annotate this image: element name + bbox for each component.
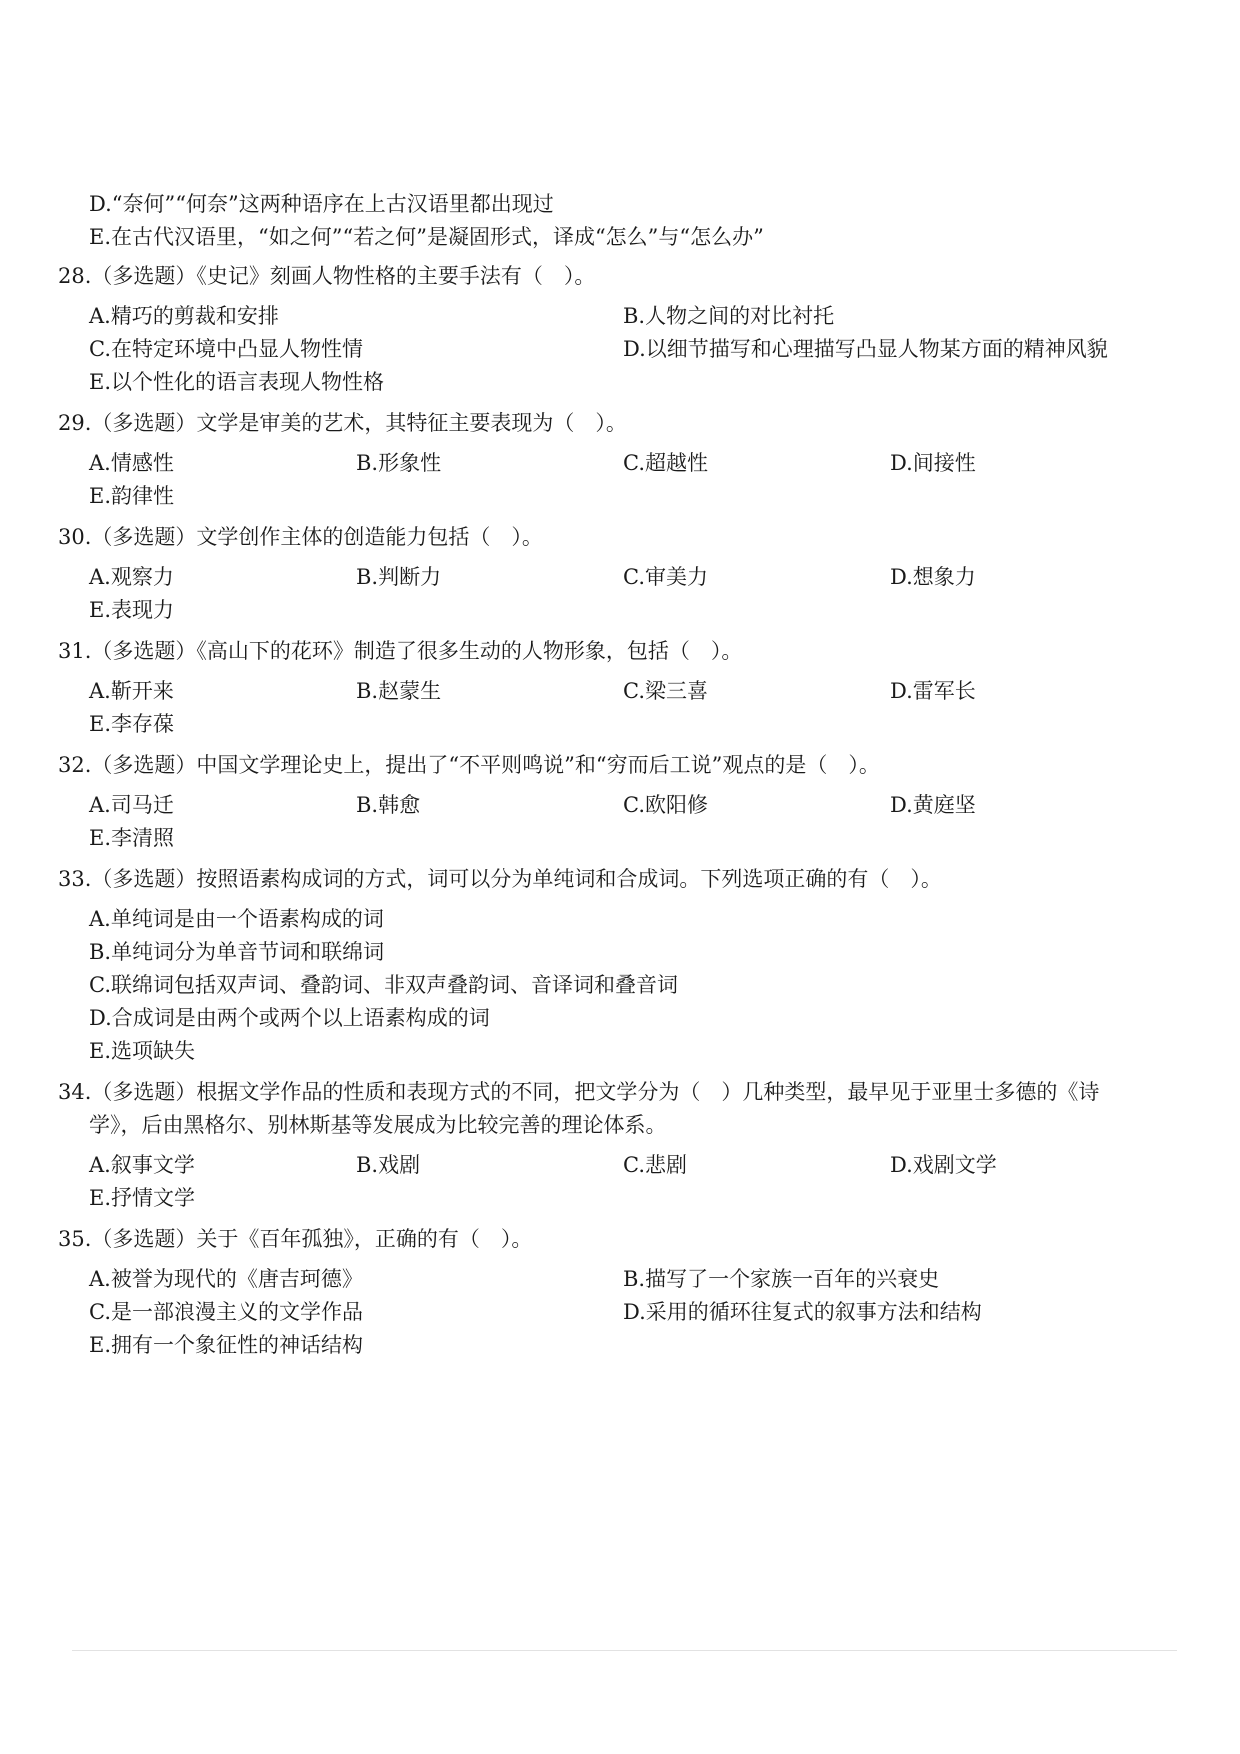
- option-e: E.表现力: [89, 598, 175, 622]
- option-d: D.雷军长: [890, 679, 976, 703]
- question-stem: 31.（多选题）《高山下的花环》制造了很多生动的人物形象，包括（ ）。: [58, 639, 743, 663]
- option-c: C.梁三喜: [623, 679, 708, 703]
- option-b: B.韩愈: [356, 793, 421, 817]
- question-stem: 29.（多选题）文学是审美的艺术，其特征主要表现为（ ）。: [58, 411, 627, 435]
- option-a: A.单纯词是由一个语素构成的词: [89, 907, 384, 931]
- option-c: C.在特定环境中凸显人物性情: [89, 337, 363, 361]
- option-a: A.叙事文学: [89, 1153, 195, 1177]
- option-b: B.形象性: [356, 451, 442, 475]
- option-c: C.欧阳修: [623, 793, 708, 817]
- option-e: E.选项缺失: [89, 1039, 196, 1063]
- question-stem: 30.（多选题）文学创作主体的创造能力包括（ ）。: [58, 525, 543, 549]
- option-e: E.李存葆: [89, 712, 175, 736]
- option-d: D.黄庭坚: [890, 793, 976, 817]
- option-a: A.情感性: [89, 451, 174, 475]
- option-c: C.联绵词包括双声词、叠韵词、非双声叠韵词、音译词和叠音词: [89, 973, 678, 997]
- question-stem: 34.（多选题）根据文学作品的性质和表现方式的不同，把文学分为（ ）几种类型，最早见于亚里士多德的《诗: [58, 1080, 1100, 1104]
- option-e: E.抒情文学: [89, 1186, 196, 1210]
- option-b: B.赵蒙生: [356, 679, 442, 703]
- question-stem: 28.（多选题）《史记》刻画人物性格的主要手法有（ ）。: [58, 264, 596, 288]
- option-b: B.单纯词分为单音节词和联绵词: [89, 940, 385, 964]
- option-d: D.以细节描写和心理描写凸显人物某方面的精神风貌: [623, 337, 1108, 361]
- footer-divider: [72, 1650, 1177, 1651]
- option-line: D.“奈何”“何奈”这两种语序在上古汉语里都出现过: [89, 192, 554, 216]
- question-stem: 33.（多选题）按照语素构成词的方式，词可以分为单纯词和合成词。下列选项正确的有（ ）。: [58, 867, 942, 891]
- option-c: C.超越性: [623, 451, 708, 475]
- option-c: C.悲剧: [623, 1153, 687, 1177]
- option-e: E.韵律性: [89, 484, 175, 508]
- option-d: D.采用的循环往复式的叙事方法和结构: [623, 1300, 982, 1324]
- option-a: A.观察力: [89, 565, 174, 589]
- option-e: E.以个性化的语言表现人物性格: [89, 370, 385, 394]
- option-b: B.描写了一个家族一百年的兴衰史: [623, 1267, 940, 1291]
- option-a: A.精巧的剪裁和安排: [89, 304, 279, 328]
- option-d: D.戏剧文学: [890, 1153, 997, 1177]
- option-b: B.判断力: [356, 565, 442, 589]
- option-d: D.合成词是由两个或两个以上语素构成的词: [89, 1006, 490, 1030]
- option-a: A.司马迁: [89, 793, 174, 817]
- option-line: E.在古代汉语里，“如之何”“若之何”是凝固形式，译成“怎么”与“怎么办”: [89, 225, 764, 249]
- option-c: C.审美力: [623, 565, 708, 589]
- question-stem: 32.（多选题）中国文学理论史上，提出了“不平则鸣说”和“穷而后工说”观点的是（ ）。: [58, 753, 880, 777]
- option-a: A.被誉为现代的《唐吉珂德》: [89, 1267, 363, 1291]
- option-c: C.是一部浪漫主义的文学作品: [89, 1300, 363, 1324]
- option-d: D.想象力: [890, 565, 976, 589]
- option-d: D.间接性: [890, 451, 976, 475]
- question-stem: 35.（多选题）关于《百年孤独》，正确的有（ ）。: [58, 1227, 533, 1251]
- option-e: E.拥有一个象征性的神话结构: [89, 1333, 364, 1357]
- option-b: B.人物之间的对比衬托: [623, 304, 835, 328]
- option-e: E.李清照: [89, 826, 175, 850]
- question-stem-continued: 学》，后由黑格尔、别林斯基等发展成为比较完善的理论体系。: [89, 1113, 667, 1137]
- option-b: B.戏剧: [356, 1153, 421, 1177]
- option-a: A.靳开来: [89, 679, 174, 703]
